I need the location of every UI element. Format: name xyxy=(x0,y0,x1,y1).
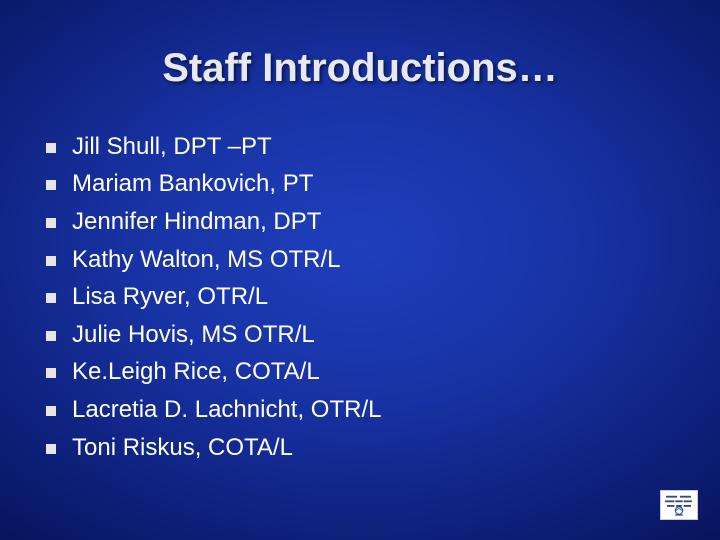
staff-name: Julie Hovis, MS OTR/L xyxy=(72,320,315,348)
staff-name: Jill Shull, DPT –PT xyxy=(72,132,272,160)
staff-name: Lisa Ryver, OTR/L xyxy=(72,283,269,311)
square-bullet-icon xyxy=(46,218,56,228)
logo-graphic xyxy=(663,493,695,517)
list-item xyxy=(44,391,664,429)
list-item xyxy=(44,354,664,392)
staff-name: Lacretia D. Lachnicht, OTR/L xyxy=(72,395,382,423)
staff-name: Toni Riskus, COTA/L xyxy=(72,433,293,461)
square-bullet-icon xyxy=(46,368,56,378)
square-bullet-icon xyxy=(46,256,56,266)
list-item xyxy=(44,278,664,316)
list-item xyxy=(44,166,664,204)
list-item xyxy=(44,203,664,241)
square-bullet-icon xyxy=(46,331,56,341)
square-bullet-icon xyxy=(46,293,56,303)
square-bullet-icon xyxy=(46,444,56,454)
staff-name: Ke.Leigh Rice, COTA/L xyxy=(72,358,320,386)
staff-name: Mariam Bankovich, PT xyxy=(72,170,314,198)
list-item xyxy=(44,316,664,354)
slide-title: Staff Introductions… xyxy=(162,46,558,90)
square-bullet-icon xyxy=(46,406,56,416)
staff-name: Kathy Walton, MS OTR/L xyxy=(72,245,341,273)
staff-name: Jennifer Hindman, DPT xyxy=(72,207,322,235)
list-item xyxy=(44,429,664,467)
organization-logo-icon xyxy=(660,490,698,520)
list-item xyxy=(44,128,664,166)
list-item xyxy=(44,241,664,279)
staff-list xyxy=(44,128,664,466)
square-bullet-icon xyxy=(46,143,56,153)
square-bullet-icon xyxy=(46,180,56,190)
